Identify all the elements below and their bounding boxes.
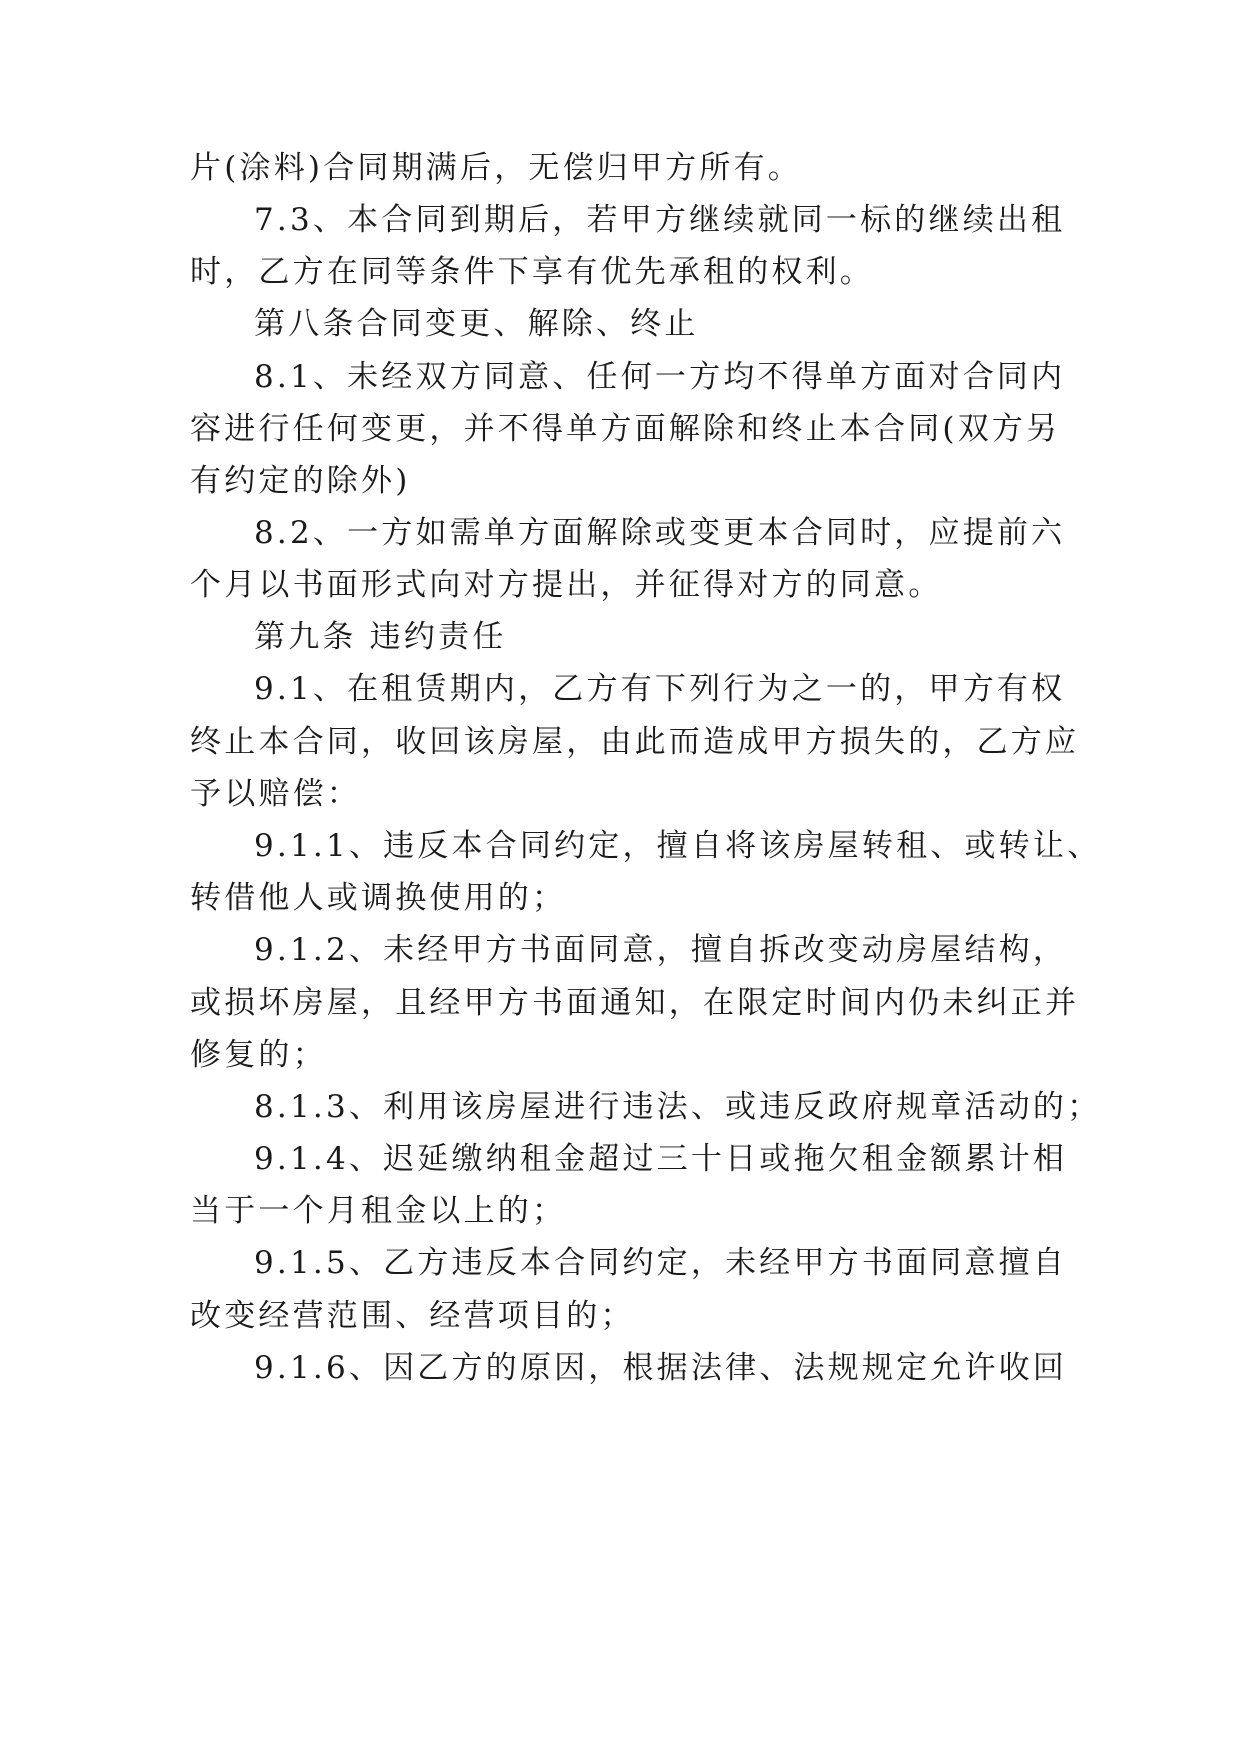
text-line-5: 8.1、未经双方同意、任何一方均不得单方面对合同内 — [254, 359, 1066, 395]
text-line-1: 片(涂料)合同期满后，无偿归甲方所有。 — [190, 150, 802, 186]
text-line-3: 时，乙方在同等条件下享有优先承租的权利。 — [190, 254, 874, 290]
text-line-6: 容进行任何变更，并不得单方面解除和终止本合同(双方另 — [190, 411, 1061, 447]
text-line-14: 9.1.1、违反本合同约定，擅自将该房屋转租、或转让、 — [254, 828, 1102, 864]
text-line-21: 当于一个月租金以上的； — [190, 1193, 567, 1229]
text-line-17: 或损坏房屋，且经甲方书面通知，在限定时间内仍未纠正并 — [190, 985, 1080, 1021]
text-line-22: 9.1.5、乙方违反本合同约定，未经甲方书面同意擅自 — [254, 1245, 1068, 1281]
text-line-15: 转借他人或调换使用的； — [190, 880, 567, 916]
text-line-20: 9.1.4、迟延缴纳租金超过三十日或拖欠租金额累计相 — [254, 1141, 1068, 1177]
text-line-11: 9.1、在租赁期内，乙方有下列行为之一的，甲方有权 — [254, 671, 1066, 707]
text-line-23: 改变经营范围、经营项目的； — [190, 1298, 635, 1334]
text-line-8: 8.2、一方如需单方面解除或变更本合同时，应提前六 — [254, 515, 1066, 551]
text-line-13: 予以赔偿： — [190, 776, 361, 812]
text-line-2: 7.3、本合同到期后，若甲方继续就同一标的继续出租 — [254, 202, 1066, 238]
section-heading-article-9: 第九条 违约责任 — [254, 619, 507, 655]
text-line-16: 9.1.2、未经甲方书面同意，擅自拆改变动房屋结构， — [254, 932, 1068, 968]
section-heading-article-8: 第八条合同变更、解除、终止 — [254, 306, 699, 342]
text-line-24: 9.1.6、因乙方的原因，根据法律、法规规定允许收回 — [254, 1350, 1068, 1386]
text-line-7: 有约定的除外) — [190, 463, 411, 499]
text-line-9: 个月以书面形式向对方提出，并征得对方的同意。 — [190, 567, 943, 603]
text-line-12: 终止本合同，收回该房屋，由此而造成甲方损失的，乙方应 — [190, 724, 1080, 760]
text-line-18: 修复的； — [190, 1037, 327, 1073]
text-line-19: 8.1.3、利用该房屋进行违法、或违反政府规章活动的； — [254, 1089, 1102, 1125]
